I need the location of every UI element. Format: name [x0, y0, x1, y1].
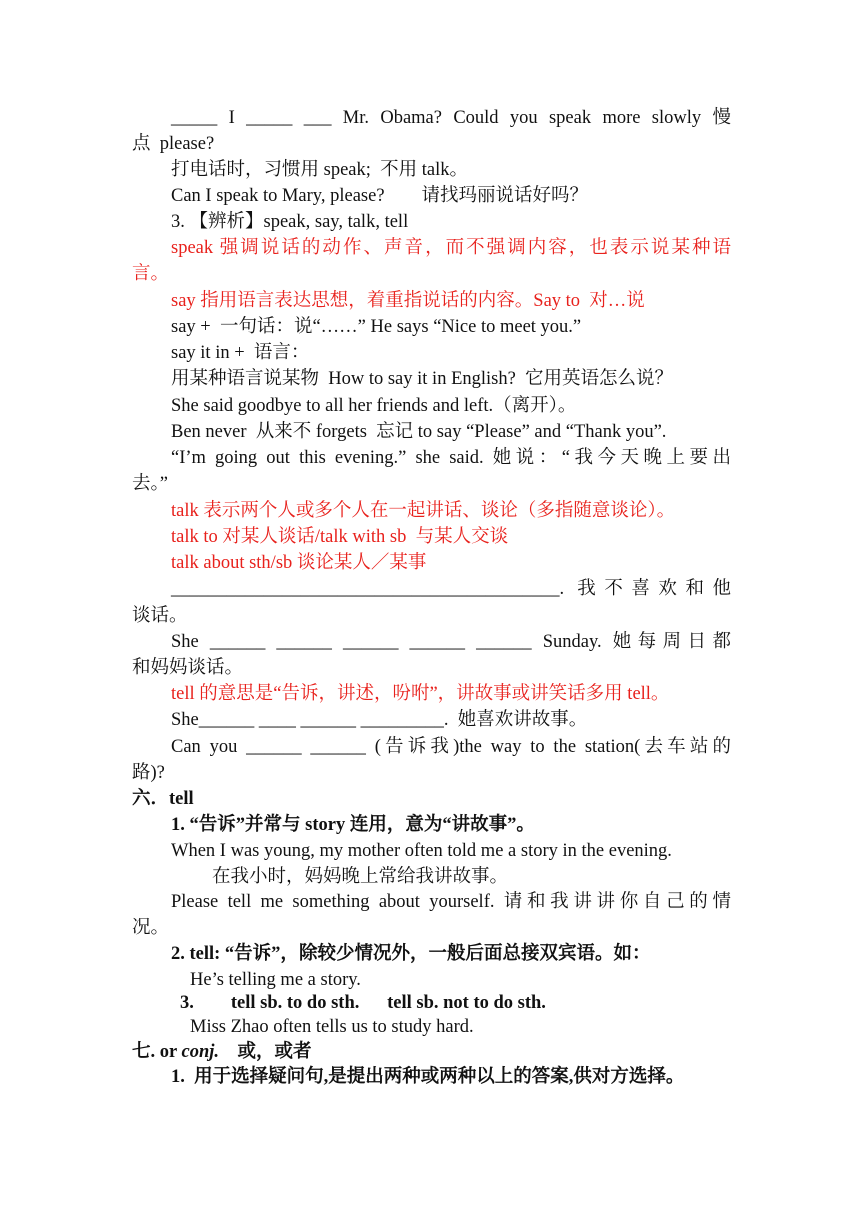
text-line: 况。 — [132, 918, 170, 938]
text-line: 在我小时，妈妈晚上常给我讲故事。 — [212, 867, 509, 887]
text-line: When I was young, my mother often told me a story in the evening. — [171, 841, 672, 861]
text-line: say 指用语言表达思想，着重指说话的内容。Say to 对…说 — [171, 291, 645, 311]
text-line: 路)? — [132, 763, 165, 783]
text-line: Can I speak to Mary, please? 请找玛丽说话好吗？ — [171, 186, 589, 206]
text-line: 去。” — [132, 474, 168, 494]
text-line: She______ ____ ______ _________. 她喜欢讲故事。 — [171, 710, 588, 730]
text-line: __________________________________________. 我不喜欢和他 — [171, 579, 731, 599]
text-line: She said goodbye to all her friends and left.（离开）。 — [171, 396, 577, 416]
section-heading: 七. or conj. 或，或者 — [132, 1042, 312, 1062]
text-line: 1. “告诉”并常与 story 连用，意为“讲故事”。 — [171, 815, 535, 835]
text-line: Miss Zhao often tells us to study hard. — [190, 1017, 474, 1037]
text-line: 3. tell sb. to do sth. tell sb. not to do sth. — [180, 993, 546, 1013]
text-line: say + 一句话：说“……” He says “Nice to meet you.” — [171, 317, 582, 337]
text-line: She ______ ______ ______ ______ ______ Sunday. 她每周日都 — [171, 632, 731, 652]
text-line: Can you ______ ______ (告诉我)the way to the station(去车站的 — [171, 737, 731, 757]
text-line: speak 强调说话的动作、声音，而不强调内容，也表示说某种语 — [171, 238, 731, 258]
text-line: tell 的意思是“告诉，讲述，吩咐”，讲故事或讲笑话多用 tell。 — [171, 684, 670, 704]
text-line: 1. 用于选择疑问句,是提出两种或两种以上的答案,供对方选择。 — [171, 1067, 685, 1087]
text-line: 3. 【辨析】speak, say, talk, tell — [171, 212, 409, 232]
text-line: talk about sth/sb 谈论某人／某事 — [171, 553, 427, 573]
text-line: talk to 对某人谈话/talk with sb 与某人交谈 — [171, 527, 509, 547]
section-heading: 六．tell — [132, 789, 194, 809]
text-line: Please tell me something about yourself. 请和我讲讲你自己的情 — [171, 892, 731, 912]
text-line: 和妈妈谈话。 — [132, 658, 244, 678]
text-line: He’s telling me a story. — [190, 970, 361, 990]
text-line: 2. tell: “告诉”，除较少情况外，一般后面总接双宾语。如： — [171, 944, 651, 964]
text-line: talk 表示两个人或多个人在一起讲话、谈论（多指随意谈论）。 — [171, 501, 676, 521]
text-line: 言。 — [132, 264, 170, 284]
text-line: say it in + 语言： — [171, 343, 310, 363]
text-line: 点 please? — [132, 134, 215, 154]
text-line: _____ I _____ ___ Mr. Obama? Could you speak more slowly 慢 — [171, 108, 731, 128]
text-line: 用某种语言说某物 How to say it in English? 它用英语怎么说？ — [171, 369, 674, 389]
text-line: Ben never 从来不 forgets 忘记 to say “Please” and “Thank you”. — [171, 422, 667, 442]
text-line: 打电话时，习惯用 speak; 不用 talk。 — [171, 160, 469, 180]
text-line: 谈话。 — [132, 606, 188, 626]
text-line: “I’m going out this evening.” she said. 她说：“我今天晚上要出 — [171, 448, 731, 468]
